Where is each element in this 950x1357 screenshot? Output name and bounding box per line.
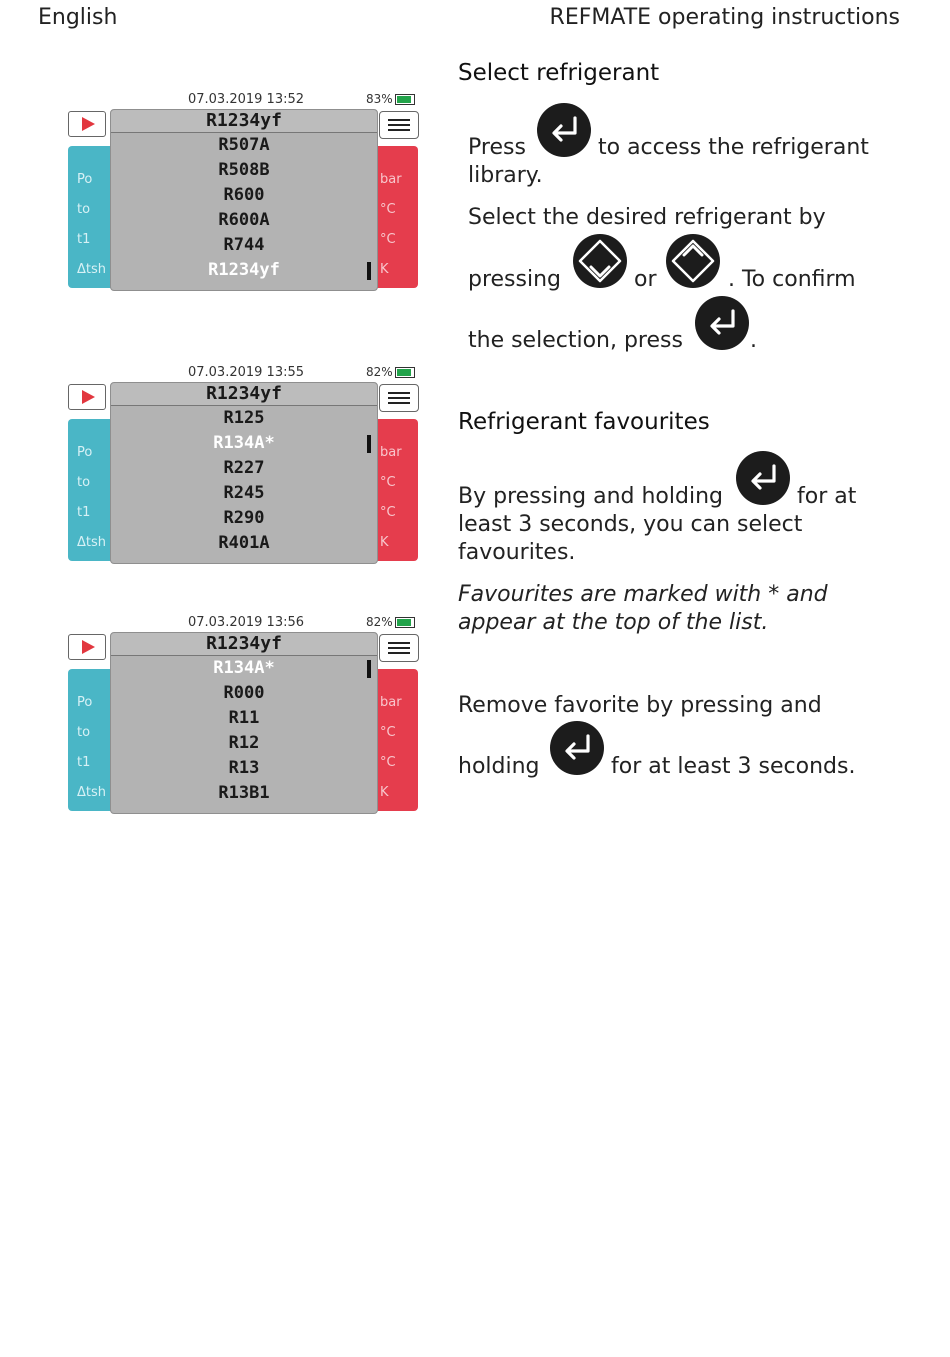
timestamp: 07.03.2019 13:52 xyxy=(187,92,305,107)
text: . To confirm xyxy=(728,267,856,292)
unit-label: bar xyxy=(380,172,402,187)
parameter-label: to xyxy=(77,475,91,490)
list-item[interactable]: R600A xyxy=(218,210,270,230)
menu-icon xyxy=(388,402,410,404)
device-screen xyxy=(66,615,422,815)
unit-label: °C xyxy=(380,475,396,490)
parameter-label: Po xyxy=(77,172,93,187)
enter-key-icon xyxy=(550,721,604,775)
text: or xyxy=(634,267,657,292)
menu-icon xyxy=(388,652,410,654)
scrollbar[interactable] xyxy=(367,262,371,280)
parameter-label: Po xyxy=(77,445,93,460)
battery-icon xyxy=(395,94,415,105)
text: Remove favorite by pressing and xyxy=(458,693,822,718)
unit-label: °C xyxy=(380,202,396,217)
list-item[interactable]: R12 xyxy=(228,733,260,753)
enter-key-icon xyxy=(537,103,591,157)
parameter-label: Δtsh xyxy=(77,262,107,277)
text: least 3 seconds, you can select xyxy=(458,512,803,537)
list-item[interactable]: R508B xyxy=(218,160,270,180)
text: pressing xyxy=(468,267,562,292)
unit-label: °C xyxy=(380,232,396,247)
battery-indicator xyxy=(366,615,415,629)
list-header: R1234yf xyxy=(111,633,377,656)
play-button[interactable] xyxy=(68,634,106,660)
unit-label: °C xyxy=(380,725,396,740)
menu-icon xyxy=(388,397,410,399)
battery-icon xyxy=(395,367,415,378)
menu-icon xyxy=(388,392,410,394)
list-item[interactable]: R227 xyxy=(223,458,265,478)
left-value-panel xyxy=(68,419,114,561)
scrollbar[interactable] xyxy=(367,435,371,453)
menu-icon xyxy=(388,119,410,121)
section-title-favourites: Refrigerant favourites xyxy=(458,409,710,435)
parameter-label: t1 xyxy=(77,505,91,520)
list-item[interactable]: R1234yf xyxy=(208,260,280,280)
timestamp: 07.03.2019 13:55 xyxy=(187,365,305,380)
right-unit-panel xyxy=(372,669,418,811)
parameter-label: t1 xyxy=(77,232,91,247)
battery-indicator xyxy=(366,365,415,379)
menu-button[interactable] xyxy=(379,634,419,662)
document-title: REFMATE operating instructions xyxy=(549,5,900,30)
parameter-label: Po xyxy=(77,695,93,710)
enter-key-icon xyxy=(736,451,790,505)
menu-icon xyxy=(388,647,410,649)
left-value-panel xyxy=(68,146,114,288)
right-unit-panel xyxy=(372,146,418,288)
parameter-label: t1 xyxy=(77,755,91,770)
list-item[interactable]: R125 xyxy=(223,408,265,428)
menu-icon xyxy=(388,124,410,126)
text: By pressing and holding xyxy=(458,484,723,509)
refrigerant-list[interactable] xyxy=(110,632,378,814)
enter-key-icon xyxy=(695,296,749,350)
navigation-key-down-icon xyxy=(573,234,627,288)
text: favourites. xyxy=(458,540,576,565)
navigation-key-up-icon xyxy=(666,234,720,288)
text: Select the desired refrigerant by xyxy=(468,205,826,230)
note-text: Favourites are marked with * and xyxy=(458,582,828,607)
right-unit-panel xyxy=(372,419,418,561)
list-item[interactable]: R401A xyxy=(218,533,270,553)
text: holding xyxy=(458,754,540,779)
list-item[interactable]: R507A xyxy=(218,135,270,155)
battery-level: 82% xyxy=(366,365,393,379)
list-item[interactable]: R13B1 xyxy=(218,783,270,803)
refrigerant-list[interactable] xyxy=(110,109,378,291)
language-label: English xyxy=(38,5,118,30)
text: for at xyxy=(797,484,857,509)
list-header: R1234yf xyxy=(111,110,377,133)
parameter-label: Δtsh xyxy=(77,535,107,550)
list-item[interactable]: R134A* xyxy=(213,433,275,453)
unit-label: °C xyxy=(380,505,396,520)
list-item[interactable]: R245 xyxy=(223,483,265,503)
text: Press xyxy=(468,135,526,160)
text: the selection, press xyxy=(468,328,683,353)
play-button[interactable] xyxy=(68,384,106,410)
text: to access the refrigerant xyxy=(598,135,869,160)
menu-button[interactable] xyxy=(379,384,419,412)
battery-level: 83% xyxy=(366,92,393,106)
menu-button[interactable] xyxy=(379,111,419,139)
unit-label: K xyxy=(380,785,389,800)
menu-icon xyxy=(388,129,410,131)
device-screen xyxy=(66,92,422,292)
battery-icon xyxy=(395,617,415,628)
play-button[interactable] xyxy=(68,111,106,137)
list-item[interactable]: R744 xyxy=(223,235,265,255)
unit-label: K xyxy=(380,262,389,277)
timestamp: 07.03.2019 13:56 xyxy=(187,615,305,630)
list-item[interactable]: R13 xyxy=(228,758,260,778)
text: for at least 3 seconds. xyxy=(611,754,856,779)
section-title-select-refrigerant: Select refrigerant xyxy=(458,60,660,86)
note-text: appear at the top of the list. xyxy=(458,610,769,635)
unit-label: K xyxy=(380,535,389,550)
parameter-label: to xyxy=(77,725,91,740)
list-item[interactable]: R11 xyxy=(228,708,260,728)
unit-label: °C xyxy=(380,755,396,770)
battery-indicator xyxy=(366,92,415,106)
menu-icon xyxy=(388,642,410,644)
scrollbar[interactable] xyxy=(367,660,371,678)
parameter-label: to xyxy=(77,202,91,217)
unit-label: bar xyxy=(380,445,402,460)
parameter-label: Δtsh xyxy=(77,785,107,800)
text: library. xyxy=(468,163,543,188)
text: . xyxy=(750,328,757,353)
battery-level: 82% xyxy=(366,615,393,629)
device-screen xyxy=(66,365,422,565)
list-item[interactable]: R600 xyxy=(223,185,265,205)
list-item[interactable]: R000 xyxy=(223,683,265,703)
refrigerant-list[interactable] xyxy=(110,382,378,564)
left-value-panel xyxy=(68,669,114,811)
unit-label: bar xyxy=(380,695,402,710)
list-header: R1234yf xyxy=(111,383,377,406)
list-item[interactable]: R290 xyxy=(223,508,265,528)
list-item[interactable]: R134A* xyxy=(213,658,275,678)
